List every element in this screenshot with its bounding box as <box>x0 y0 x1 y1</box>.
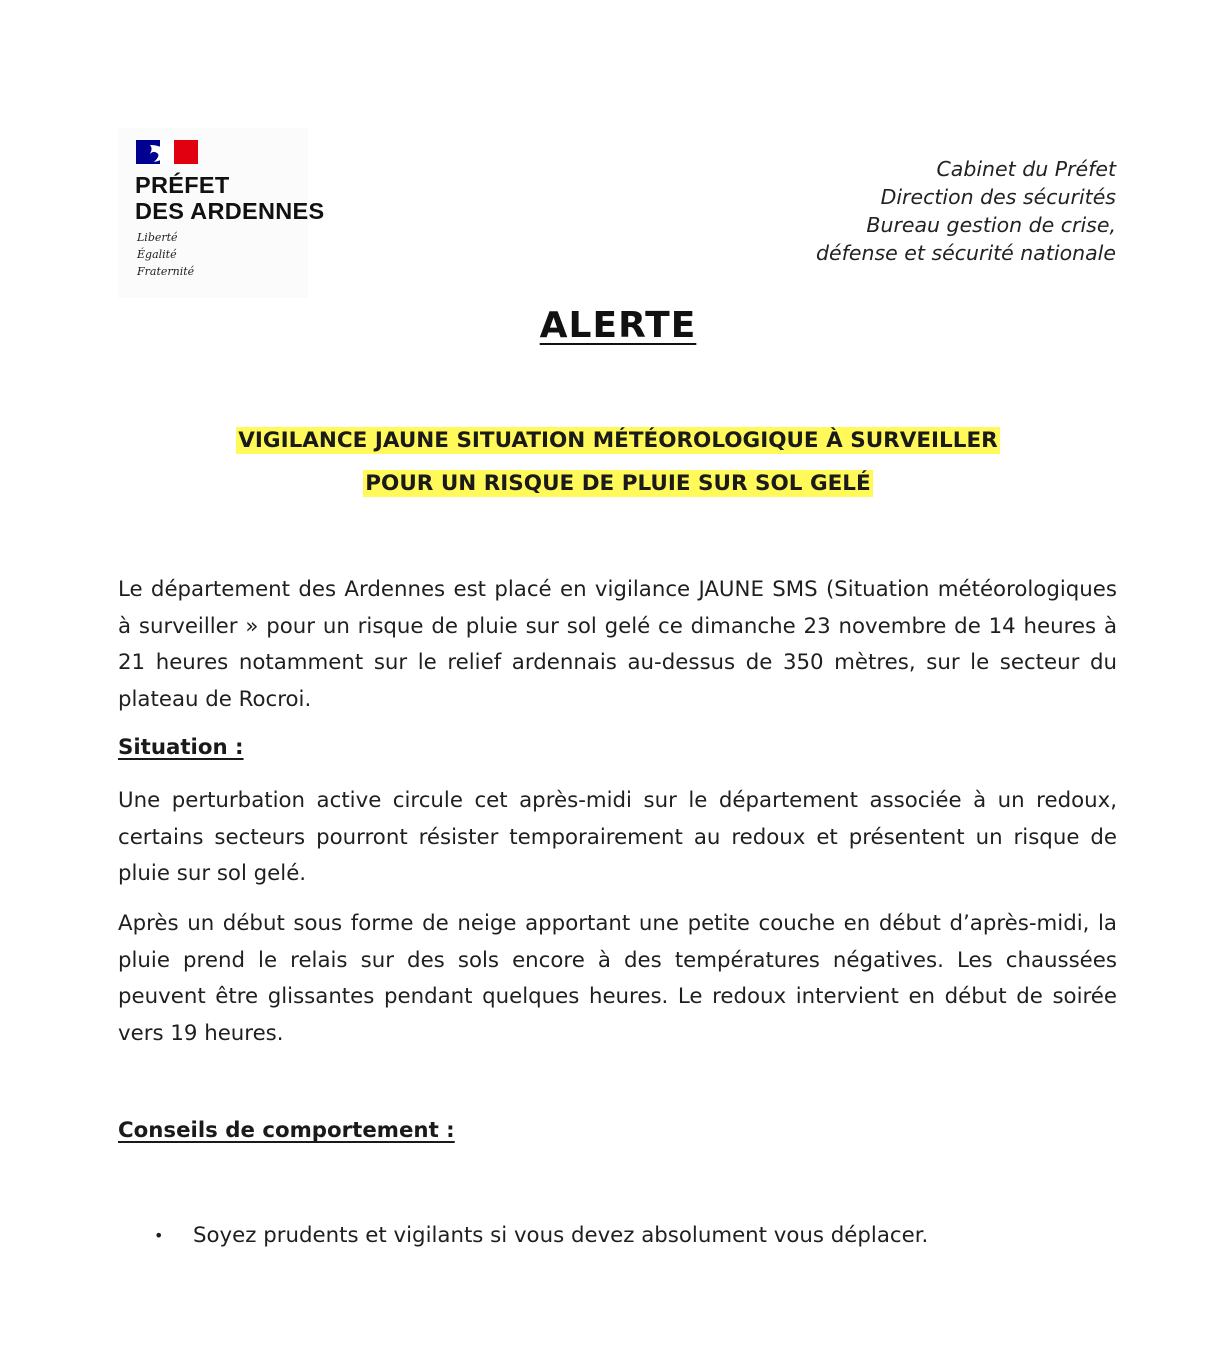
issuing-office-line: défense et sécurité nationale <box>816 241 1116 265</box>
vigilance-highlight: POUR UN RISQUE DE PLUIE SUR SOL GELÉ <box>365 471 871 496</box>
situation-heading: Situation : <box>118 735 244 760</box>
intro-paragraph: Le département des Ardennes est placé en vigilance JAUNE SMS (Situation météorologiques à surveiller » pour un risque de pluie sur sol gelé ce dimanche 23 novembre de 14 heures à 21 heures notamment sur le relief ardennais au-dessus de 350 mètres, sur le secteur du plateau de Rocroi. <box>118 577 1117 712</box>
vigilance-headline-line-2 <box>0 471 1206 496</box>
issuing-office <box>816 155 1116 267</box>
vigilance-headline-line-1 <box>0 428 1206 453</box>
bullet-icon: • <box>154 1226 164 1245</box>
prefecture-logo <box>118 128 325 298</box>
motto-fraternite: Fraternité <box>137 265 195 278</box>
vigilance-highlight: VIGILANCE JAUNE SITUATION MÉTÉOROLOGIQUE À SURVEILLER <box>238 428 998 453</box>
situation-paragraph-1: Une perturbation active circule cet après-midi sur le département associée à un redoux, certains secteurs pourront résister temporairement au redoux et présentent un risque de pluie sur sol gelé. <box>118 788 1117 886</box>
issuing-office-line: Bureau gestion de crise, <box>866 213 1116 237</box>
advice-heading: Conseils de comportement : <box>118 1118 455 1143</box>
list-item <box>150 1218 1110 1254</box>
logo-ardennes-text: DES ARDENNES <box>135 198 325 224</box>
issuing-office-line: Direction des sécurités <box>880 185 1116 209</box>
advice-item-text: Soyez prudents et vigilants si vous devez absolument vous déplacer. <box>193 1223 929 1248</box>
logo-prefet-text: PRÉFET <box>135 172 230 198</box>
motto-liberte: Liberté <box>137 231 178 244</box>
issuing-office-line: Cabinet du Préfet <box>936 157 1116 181</box>
alert-title: ALERTE <box>539 305 697 346</box>
advice-list <box>150 1218 1110 1254</box>
marianne-flag-icon <box>136 140 198 164</box>
motto-egalite: Égalité <box>137 248 177 261</box>
situation-paragraph-2: Après un début sous forme de neige apportant une petite couche en début d’après-midi, la pluie prend le relais sur des sols encore à des températures négatives. Les chaussées peuvent être glissantes pendant quelques heures. Le redoux intervient en début de soirée vers 19 heures. <box>118 911 1117 1046</box>
